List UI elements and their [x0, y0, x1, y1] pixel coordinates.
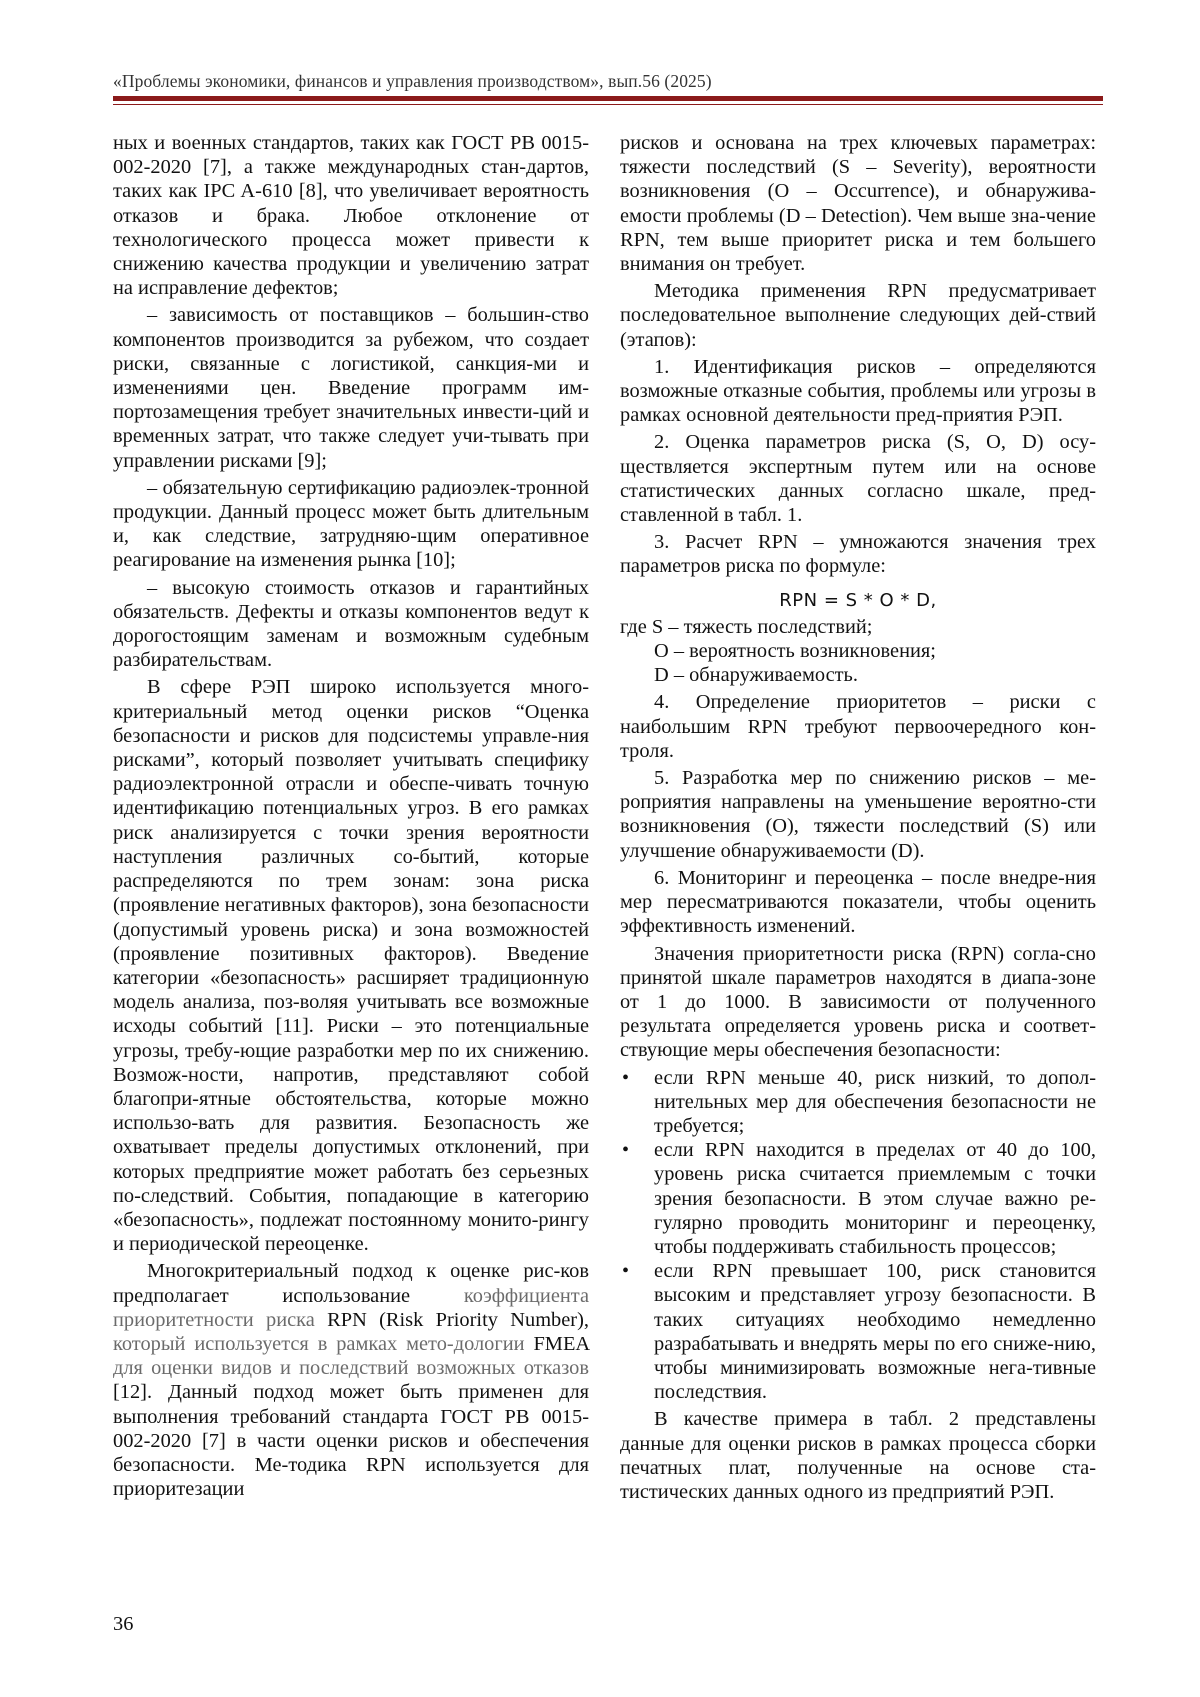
rpn-intro-text-a: Многокритериальный подход к оценке рис-ков предполагает использование — [113, 1260, 589, 1307]
bullet-icon: • — [622, 1139, 630, 1162]
formula-where-d: D – обнаруживаемость. — [654, 664, 858, 687]
formula-where-s: где S – тяжесть последствий; — [620, 615, 873, 638]
page-number: 36 — [113, 1613, 134, 1635]
right-paragraph-table-example: В качестве примера в табл. 2 представлены данные для оценки рисков в рамках процесса сборки печатных плат, полученные на основе ста-тистических данных одного из предприятий РЭП. — [620, 1408, 1096, 1503]
left-paragraph-rpn-intro — [113, 1259, 589, 1501]
step-5-mitigation: 5. Разработка мер по снижению рисков – ме-роприятия направлены на уменьшение вероятно-сти возникновения (O), тяжести последствий (S) или улучшение обнаруживаемости (D). — [620, 767, 1096, 862]
step-3-calculation: 3. Расчет RPN – умножаются значения трех параметров риска по формуле: — [620, 531, 1096, 578]
rpn-intro-text-e: FMEA — [533, 1332, 589, 1355]
header-rule-thin — [113, 104, 1103, 105]
rpn-intro-text-g: [12]. Данный подход может быть применен для выполнения требований стандарта ГОСТ РВ 0015-002-2020 [7] в части оценки рисков и обеспечения безопасности. Ме-тодика RPN используется для приоритезации — [113, 1381, 589, 1501]
left-column — [113, 131, 589, 1504]
running-header: «Проблемы экономики, финансов и управления производством», вып.56 (2025) — [113, 71, 712, 91]
right-paragraph-rpn-scale: Значения приоритетности риска (RPN) согла-сно принятой шкале параметров находятся в диапа-зоне от 1 до 1000. В зависимости от полученного результата определяется уровень риска и соответ-ствующие меры обеспечения безопасности: — [620, 942, 1096, 1062]
rpn-formula: RPN = S * O * D, — [779, 589, 937, 611]
list-item — [620, 1138, 1096, 1259]
right-column — [620, 131, 1096, 1507]
list-item-text: если RPN превышает 100, риск становится высоким и представляет угрозу безопасности. В таких ситуациях необходимо немедленно разрабатывать и внедрять меры по его сниже-нию, чтобы минимизировать возможные нега-тивные последствия. — [654, 1260, 1096, 1404]
rpn-levels-list — [620, 1066, 1096, 1405]
bullet-icon: • — [622, 1066, 630, 1089]
step-2-assessment: 2. Оценка параметров риска (S, O, D) осу-ществляется экспертным путем или на основе статистических данных согласно шкале, пред-ставленной в табл. 1. — [620, 431, 1096, 527]
left-paragraph-certification: – обязательную сертификацию радиоэлек-тронной продукции. Данный процесс может быть длительным и, как следствие, затрудняю-щим оперативное реагирование на изменения рынка [10]; — [113, 476, 589, 572]
list-item — [620, 1066, 1096, 1139]
right-paragraph-method-steps: Методика применения RPN предусматривает последовательное выполнение следующих дей-ствий (этапов): — [620, 280, 1096, 351]
left-paragraph-suppliers: – зависимость от поставщиков – большин-ство компонентов производится за рубежом, что создает риски, связанные с логистикой, санкция-ми и изменениями цен. Введение программ им-портозамещения требует значительных инвести-ций и временных затрат, что также следует учи-тывать при управлении рисками [9]; — [113, 304, 589, 472]
step-6-monitoring: 6. Мониторинг и переоценка – после внедре-ния мер пересматриваются показатели, чтобы оценить эффективность изменений. — [620, 866, 1096, 938]
left-paragraph-multicriteria-method: В сфере РЭП широко используется много-критериальный метод оценки рисков “Оценка безопасности и рисков для подсистемы управле-ния рисками”, который позволяет учитывать специфику радиоэлектронной отрасли и обеспе-чивать точную идентификацию потенциальных угроз. В его рамках риск анализируется с точки зрения вероятности наступления различных со-бытий, которые распределяются по трем зонам: зона риска (проявление негативных факторов), зона безопасности (допустимый уровень риска) и зона возможностей (проявление позитивных факторов). Введение категории «безопасность» расширяет традиционную модель анализа, поз-воляя учитывать все возможные исходы событий [11]. Риски – это потенциальные угрозы, требу-ющие разработки мер по их снижению. Возмож-ности, напротив, представляют собой благопри-ятные обстоятельства, которые можно использо-вать для развития. Безопасность же охватывает пределы допустимых отклонений, при которых предприятие может работать без серьезных по-следствий. События, попадающие в категорию «безопасность», подлежат постоянному монито-рингу и периодической переоценке. — [113, 676, 589, 1256]
step-1-identification: 1. Идентификация рисков – определяются возможные отказные события, проблемы или угрозы в рамках основной деятельности пред-приятия РЭП. — [620, 355, 1096, 427]
header-rule — [113, 96, 1103, 101]
list-item — [620, 1259, 1096, 1404]
left-paragraph-failure-cost: – высокую стоимость отказов и гарантийных обязательств. Дефекты и отказы компонентов ведут к дорогостоящим заменам и возможным судебным разбирательствам. — [113, 576, 589, 672]
left-paragraph-standards: ных и военных стандартов, таких как ГОСТ РВ 0015-002-2020 [7], а также международных стан-дартов, таких как IPC A-610 [8], что увеличивает вероятность отказов и брака. Любое отклонение от технологического процесса может привести к снижению качества продукции и увеличению затрат на исправление дефектов; — [113, 132, 589, 300]
step-4-priorities: 4. Определение приоритетов – риски с наибольшим RPN требуют первоочередного кон-троля. — [620, 691, 1096, 762]
list-item-text: если RPN меньше 40, риск низкий, то допол-нительных мер для обеспечения безопасности не требуется; — [654, 1066, 1096, 1137]
bullet-icon: • — [622, 1260, 630, 1283]
rpn-intro-text-f: для оценки видов и последствий возможных отказов — [113, 1357, 589, 1380]
list-item-text: если RPN находится в пределах от 40 до 100, уровень риска считается приемлемым с точки зрения безопасности. В этом случае важно ре-гулярно проводить мониторинг и переоценку, чтобы поддерживать стабильность процессов; — [654, 1139, 1096, 1258]
formula-where-o: O – вероятность возникновения; — [654, 640, 936, 663]
rpn-intro-text-c: RPN (Risk Priority Number), — [327, 1308, 589, 1331]
rpn-intro-text-b: коэффициента приоритетности риска — [113, 1284, 589, 1331]
rpn-intro-text-d: который используется в рамках мето-дологии — [113, 1332, 525, 1355]
right-paragraph-parameters: рисков и основана на трех ключевых параметрах: тяжести последствий (S – Severity), вероятности возникновения (O – Occurrence), и обнаружива-емости проблемы (D – Detection). Чем выше зна-чение RPN, тем выше приоритет риска и тем большего внимания он требует. — [620, 132, 1096, 276]
